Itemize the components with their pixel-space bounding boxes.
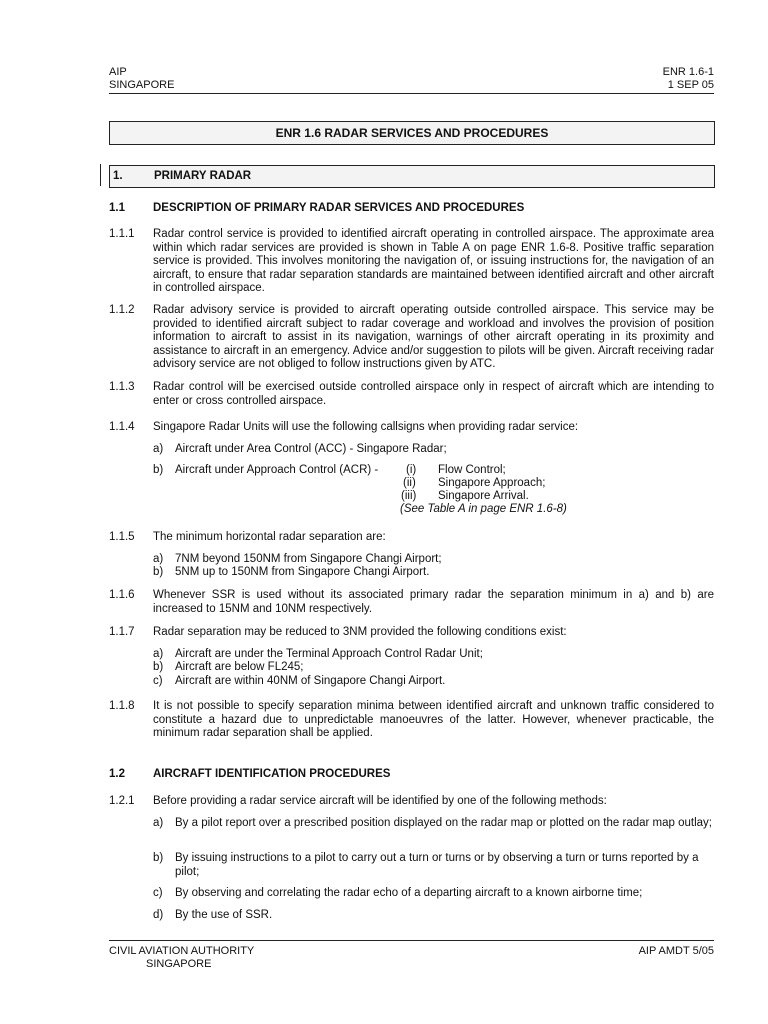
para-1-1-2-number: 1.1.2 (109, 304, 135, 316)
para-1-1-7-number: 1.1.7 (109, 626, 135, 638)
para-1-2-1-text: Before providing a radar service aircraft will be identified by one of the following methods: (153, 795, 607, 807)
sub-iii-text: Singapore Arrival. (438, 490, 529, 502)
para-1-1-5-text: The minimum horizontal radar separation are: (153, 531, 386, 543)
section-1-number: 1. (113, 170, 123, 182)
para-1-2-1-number: 1.2.1 (109, 795, 135, 807)
para-1-1-4-number: 1.1.4 (109, 421, 135, 433)
sub-i-label: (i) (406, 464, 417, 476)
header-page-number: ENR 1.6-1 (662, 66, 714, 78)
sub-1-2-number: 1.2 (109, 768, 125, 780)
para-1-1-6-number: 1.1.6 (109, 589, 135, 601)
sub-ii-label: (ii) (403, 477, 416, 489)
para-1-1-1-number: 1.1.1 (109, 228, 135, 240)
para-1-1-3-number: 1.1.3 (109, 381, 135, 393)
sub-1-2-title: AIRCRAFT IDENTIFICATION PROCEDURES (153, 768, 391, 780)
section-1-box (109, 165, 715, 188)
main-title: ENR 1.6 RADAR SERVICES AND PROCEDURES (275, 126, 549, 140)
para-1-1-8-number: 1.1.8 (109, 700, 135, 712)
header-rule (109, 93, 714, 94)
footer-amendment: AIP AMDT 5/05 (638, 945, 714, 957)
sub-iii-label: (iii) (401, 490, 417, 502)
footer-singapore: SINGAPORE (146, 958, 212, 970)
sub-1-1-title: DESCRIPTION OF PRIMARY RADAR SERVICES AND PROCEDURES (153, 202, 525, 214)
header-date: 1 SEP 05 (667, 79, 714, 91)
change-bar (100, 164, 101, 186)
header-aip: AIP (109, 66, 127, 78)
sub-1-1-number: 1.1 (109, 202, 125, 214)
para-1-1-5-number: 1.1.5 (109, 531, 135, 543)
para-1-1-2-text: Radar advisory service is provided to aircraft operating outside controlled airspace. This service may be provided to identified aircraft subject to radar coverage and workload and involves the provision of position information to aircraft to assist in its navigation, warnings of other aircraft operating in its proximity and assistance to aircraft in an emergency. Advice and/or suggestion to pilots will be given. Aircraft receiving radar advisory service are not obliged to follow instructions given by ATC. (153, 304, 714, 371)
para-1-1-8-text: It is not possible to specify separation minima between identified aircraft and unknown traffic considered to constitute a hazard due to unpredictable manoeuvres of the latter. However, whenever practicable, the minimum radar separation shall be applied. (153, 700, 714, 740)
sub-i-text: Flow Control; (438, 464, 506, 476)
footer-authority: CIVIL AVIATION AUTHORITY (109, 945, 255, 957)
para-1-1-1-text: Radar control service is provided to identified aircraft operating in controlled airspace. The approximate area within which radar services are provided is shown in Table A on page ENR 1.6-8. Positive traffic separation service is provided. This involves monitoring the navigation of, or issuing instructions for, the navigation of an aircraft, to ensure that radar separation standards are maintained between identified aircraft and other aircraft in controlled airspace. (153, 228, 714, 295)
footer-rule (109, 940, 714, 941)
para-1-1-7-text: Radar separation may be reduced to 3NM provided the following conditions exist: (153, 626, 567, 638)
main-title-box (109, 121, 715, 145)
see-table-note: (See Table A in page ENR 1.6-8) (400, 503, 567, 515)
para-1-1-3-text: Radar control will be exercised outside controlled airspace only in respect of aircraft which are intending to enter or cross controlled airspace. (153, 381, 714, 407)
section-1-title: PRIMARY RADAR (154, 170, 252, 182)
sub-ii-text: Singapore Approach; (438, 477, 546, 489)
para-1-1-6-text: Whenever SSR is used without its associated primary radar the separation minimum in a) and b) are increased to 15NM and 10NM respectively. (153, 589, 714, 615)
header-singapore: SINGAPORE (109, 79, 175, 91)
para-1-1-4-text: Singapore Radar Units will use the following callsigns when providing radar service: (153, 421, 579, 433)
